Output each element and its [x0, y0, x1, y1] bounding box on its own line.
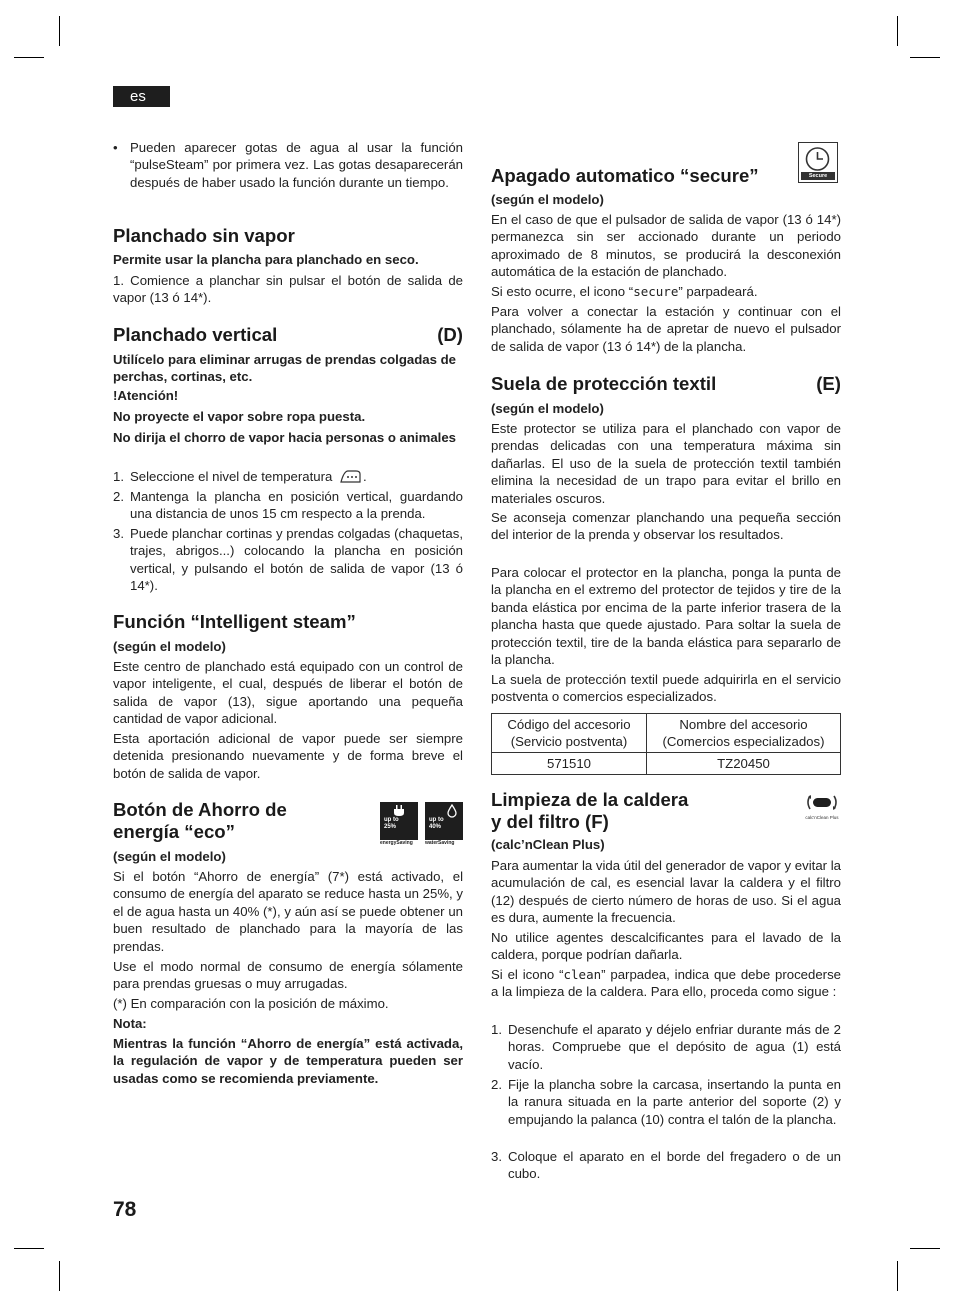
list-item: 2. Fije la plancha sobre la carcasa, insertando la punta en la ranura situada en la parte anterior del soporte (2) y empujando la palanca (10) contra el talón de la plancha.: [491, 1077, 841, 1127]
note-text: Mientras la función “Ahorro de energía” está activada, la regulación de vapor y de temperatura pueden ser usadas como se recomienda previamente.: [113, 1036, 463, 1086]
clean-display-text: clean: [563, 967, 602, 982]
page-number: 78: [113, 1198, 137, 1221]
crop-mark: [910, 1248, 940, 1249]
crop-mark: [897, 16, 898, 46]
paragraph: Este centro de planchado está equipado con un control de vapor inteligente, el cual, después de liberar el botón de salida de vapor (13), sigue aportando una pequeña cantidad de vapor adicional.: [113, 659, 463, 727]
bullet-dot: •: [113, 140, 118, 155]
section-title-limpieza: Limpieza de la caldera y del filtro (F): [491, 789, 689, 832]
paragraph: No utilice agentes descalcificantes para el lavado de la caldera, porque podrían dañarla.: [491, 930, 841, 963]
paragraph: Para volver a conectar la estación y continuar con el planchado, sólamente ha de apretar de nuevo el pulsador de salida de vapor (13 ó 14*) de la plancha.: [491, 304, 841, 354]
paragraph: (*) En comparación con la posición de máximo.: [113, 996, 389, 1011]
bullet-item: [113, 139, 463, 191]
table-cell: TZ20450: [647, 753, 841, 775]
table-header-cell: Nombre del accesorio (Comercios especializados): [647, 714, 841, 753]
table-cell: 571510: [492, 753, 647, 775]
calc-n-clean-icon: [804, 791, 840, 827]
paragraph: Para colocar el protector en la plancha, ponga la punta de la plancha en el extremo del protector de tejidos y tire de la banda elástica por encima de la parte inferior trasera de la plancha hasta que quede ajustado. Para soltar la suela de protección textil, tire de la banda elástica para separarlo de la plancha.: [491, 565, 841, 668]
water-saving-label: waterSaving: [425, 840, 455, 846]
model-note: (según el modelo): [491, 192, 604, 207]
crop-mark: [59, 16, 60, 46]
crop-mark: [14, 1248, 44, 1249]
paragraph: Use el modo normal de consumo de energía sólamente para prendas gruesas o muy arrugadas.: [113, 959, 463, 992]
model-note: (según el modelo): [113, 639, 226, 654]
table-header-cell: Código del accesorio (Servicio postventa): [492, 714, 647, 753]
paragraph: Esta aportación adicional de vapor puede ser siempre detenida presionando nuevamente y de forma breve el botón de salida de vapor.: [113, 731, 463, 781]
model-note: (calc’nClean Plus): [491, 837, 605, 852]
secure-display-text: secure: [633, 284, 679, 299]
plug-icon: [380, 804, 418, 818]
clean-icon: [804, 791, 840, 815]
section-title-eco: Botón de Ahorro de energía “eco”: [113, 799, 287, 842]
paragraph: Este protector se utiliza para el planchado con vapor de prendas delicadas con una temperatura máxima sin dañarlas. El uso de la suela de protección textil también elimina la necesidad de un trapo para evitar el brillo en materiales oscuros.: [491, 421, 841, 506]
list-item: 3. Coloque el aparato en el borde del fregadero o de un cubo.: [491, 1149, 841, 1182]
calc-n-clean-icon-label: calc'nClean Plus: [805, 815, 839, 820]
secure-icon: [798, 142, 838, 183]
table-row: [492, 753, 841, 775]
section-tag: (D): [437, 324, 463, 345]
intro-text: Permite usar la plancha para planchado en seco.: [113, 252, 419, 267]
language-badge: es: [113, 86, 170, 107]
water-drop-icon: [425, 804, 463, 818]
list-item: 1. Desenchufe el aparato y déjelo enfriar durante más de 2 horas. Compruebe que el depósito de agua (1) está vacío.: [491, 1022, 841, 1072]
warning-title: !Atención!: [113, 388, 179, 403]
crop-mark: [59, 1261, 60, 1291]
iron-temperature-icon: [339, 468, 363, 484]
section-title-intelligent-steam: Función “Intelligent steam”: [113, 611, 356, 632]
energy-saving-label: energySaving: [380, 840, 413, 846]
list-item: 3. Puede planchar cortinas y prendas colgadas (chaquetas, trajes, abrigos...) colocando la plancha en posición vertical, y pulsando el botón de salida de vapor (13 ó 14*).: [113, 526, 463, 594]
section-title-secure: Apagado automatico “secure”: [491, 165, 759, 186]
model-note: (según el modelo): [113, 849, 226, 864]
warning-text: No dirija el chorro de vapor hacia personas o animales: [113, 430, 456, 445]
paragraph: La suela de protección textil puede adquirirla en el servicio postventa o comercios especializados.: [491, 672, 841, 705]
intro-text: Utilícelo para eliminar arrugas de prendas colgadas de perchas, cortinas, etc.: [113, 352, 456, 385]
model-note: (según el modelo): [491, 401, 604, 416]
paragraph: Si el icono “clean” parpadea, indica que debe procederse a la limpieza de la caldera. Para ello, proceda como sigue :: [491, 967, 841, 1000]
paragraph: Se aconseja comenzar planchando una pequeña sección del interior de la prenda y observar los resultados.: [491, 510, 841, 543]
bullet-text: Pueden aparecer gotas de agua al usar la función “pulseSteam” por primera vez. Las gotas desaparecerán después de haber usado la función durante un tiempo.: [130, 140, 463, 190]
list-item: 2. Mantenga la plancha en posición vertical, guardando una distancia de unos 15 cm respecto a la prenda.: [113, 489, 463, 522]
step-text: 1. Comience a planchar sin pulsar el botón de salida de vapor (13 ó 14*).: [113, 273, 463, 306]
section-tag: (E): [816, 373, 841, 394]
section-title-planchado-vertical: Planchado vertical (D): [113, 324, 463, 345]
section-title-suela: Suela de protección textil (E): [491, 373, 841, 394]
accessory-table: [491, 713, 841, 775]
section-title-planchado-sin-vapor: Planchado sin vapor: [113, 225, 295, 246]
crop-mark: [897, 1261, 898, 1291]
paragraph: En el caso de que el pulsador de salida de vapor (13 ó 14*) permanezca sin ser accionado durante un periodo aproximado de 8 minutos, se producirá la desconexión automática de la estación de planchado.: [491, 212, 841, 280]
energy-saving-badge: up to 25%: [380, 802, 418, 840]
paragraph: Para aumentar la vida útil del generador de vapor y evitar la acumulación de cal, es esencial lavar la caldera y el filtro (12) después de cierto número de horas de uso. Si el agua es dura, aumente la frecuencia.: [491, 858, 841, 926]
table-header-row: [492, 714, 841, 753]
secure-icon-label: Secure: [801, 172, 835, 180]
paragraph: Si el botón “Ahorro de energía” (7*) está activado, el consumo de energía del aparato se reduce hasta un 25%, y el de agua hasta un 40% (*), y aún así se puede obtener un buen resultado de planchado para la mayoría de las prendas.: [113, 869, 463, 954]
clock-icon: [799, 144, 836, 174]
crop-mark: [910, 57, 940, 58]
paragraph: Si esto ocurre, el icono “secure” parpadeará.: [491, 284, 758, 299]
list-item: 1. Seleccione el nivel de temperatura .: [113, 469, 367, 484]
water-saving-badge: up to 40%: [425, 802, 463, 840]
crop-mark: [14, 57, 44, 58]
note-title: Nota:: [113, 1016, 147, 1031]
warning-text: No proyecte el vapor sobre ropa puesta.: [113, 409, 366, 424]
